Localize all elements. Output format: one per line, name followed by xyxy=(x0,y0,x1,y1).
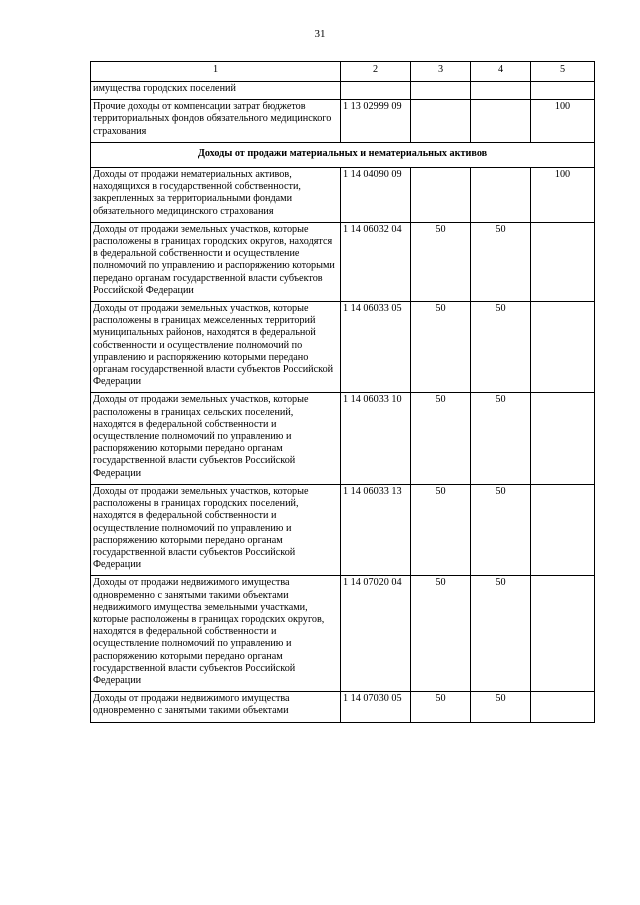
column-header: 3 xyxy=(411,62,471,82)
column-4-cell: 50 xyxy=(471,576,531,692)
table-row xyxy=(91,222,595,301)
table-row xyxy=(91,484,595,575)
revenue-code-cell: 1 14 06033 13 xyxy=(341,484,411,575)
revenue-code-cell: 1 13 02999 09 xyxy=(341,100,411,143)
column-header: 5 xyxy=(531,62,595,82)
revenue-table xyxy=(90,61,595,723)
column-3-cell xyxy=(411,168,471,223)
revenue-name-cell: имущества городских поселений xyxy=(91,82,341,100)
column-5-cell xyxy=(531,692,595,722)
revenue-name-cell: Прочие доходы от компенсации затрат бюджетов территориальных фондов обязательного медицинского страхования xyxy=(91,100,341,143)
table-body xyxy=(91,62,595,723)
revenue-code-cell: 1 14 06033 10 xyxy=(341,393,411,484)
revenue-code-cell: 1 14 04090 09 xyxy=(341,168,411,223)
revenue-code-cell: 1 14 06032 04 xyxy=(341,222,411,301)
column-4-cell xyxy=(471,100,531,143)
column-5-cell xyxy=(531,302,595,393)
table-row xyxy=(91,100,595,143)
column-5-cell xyxy=(531,576,595,692)
column-5-cell xyxy=(531,393,595,484)
table-row xyxy=(91,302,595,393)
column-5-cell xyxy=(531,82,595,100)
section-row xyxy=(91,142,595,167)
column-3-cell xyxy=(411,82,471,100)
column-3-cell: 50 xyxy=(411,393,471,484)
column-header: 4 xyxy=(471,62,531,82)
revenue-name-cell: Доходы от продажи земельных участков, которые расположены в границах городских поселений, находятся в федеральной собственности и осуществление полномочий по управлению и распоряжению которыми передано органам государственной власти субъектов Российской Федерации xyxy=(91,484,341,575)
revenue-code-cell: 1 14 07030 05 xyxy=(341,692,411,722)
table-row xyxy=(91,168,595,223)
column-3-cell: 50 xyxy=(411,302,471,393)
column-4-cell: 50 xyxy=(471,302,531,393)
column-3-cell: 50 xyxy=(411,484,471,575)
column-4-cell: 50 xyxy=(471,393,531,484)
revenue-name-cell: Доходы от продажи земельных участков, которые расположены в границах межселенных территорий муниципальных районов, находятся в федеральной собственности и осуществление полномочий по управлению и распоряжению которыми передано органам государственной власти субъектов Российской Федерации xyxy=(91,302,341,393)
table-row xyxy=(91,82,595,100)
column-3-cell: 50 xyxy=(411,692,471,722)
column-5-cell: 100 xyxy=(531,168,595,223)
table-header-row xyxy=(91,62,595,82)
column-4-cell: 50 xyxy=(471,484,531,575)
column-header: 1 xyxy=(91,62,341,82)
column-5-cell: 100 xyxy=(531,100,595,143)
column-3-cell xyxy=(411,100,471,143)
revenue-code-cell: 1 14 06033 05 xyxy=(341,302,411,393)
revenue-code-cell xyxy=(341,82,411,100)
table-row xyxy=(91,692,595,722)
revenue-name-cell: Доходы от продажи недвижимого имущества одновременно с занятыми такими объектами xyxy=(91,692,341,722)
revenue-name-cell: Доходы от продажи земельных участков, которые расположены в границах сельских поселений, находятся в федеральной собственности и осуществление полномочий по управлению и распоряжению которыми передано органам государственной власти субъектов Российской Федерации xyxy=(91,393,341,484)
revenue-code-cell: 1 14 07020 04 xyxy=(341,576,411,692)
column-3-cell: 50 xyxy=(411,576,471,692)
section-title: Доходы от продажи материальных и нематериальных активов xyxy=(91,142,595,167)
column-4-cell xyxy=(471,168,531,223)
revenue-name-cell: Доходы от продажи недвижимого имущества одновременно с занятыми такими объектами недвижимого имущества земельными участками, которые расположены в границах городских округов, находятся в федеральной собственности и осуществление полномочий по управлению и распоряжению которыми передано органам государственной власти субъектов Российской Федерации xyxy=(91,576,341,692)
revenue-name-cell: Доходы от продажи нематериальных активов, находящихся в государственной собственности, закрепленных за территориальными фондами обязательного медицинского страхования xyxy=(91,168,341,223)
column-4-cell: 50 xyxy=(471,222,531,301)
column-4-cell xyxy=(471,82,531,100)
column-3-cell: 50 xyxy=(411,222,471,301)
revenue-name-cell: Доходы от продажи земельных участков, которые расположены в границах городских округов, находятся в федеральной собственности и осуществление полномочий по управлению и распоряжению которыми передано органам государственной власти субъектов Российской Федерации xyxy=(91,222,341,301)
column-header: 2 xyxy=(341,62,411,82)
table-row xyxy=(91,576,595,692)
column-5-cell xyxy=(531,484,595,575)
page-number: 31 xyxy=(314,28,326,40)
table-row xyxy=(91,393,595,484)
column-4-cell: 50 xyxy=(471,692,531,722)
column-5-cell xyxy=(531,222,595,301)
